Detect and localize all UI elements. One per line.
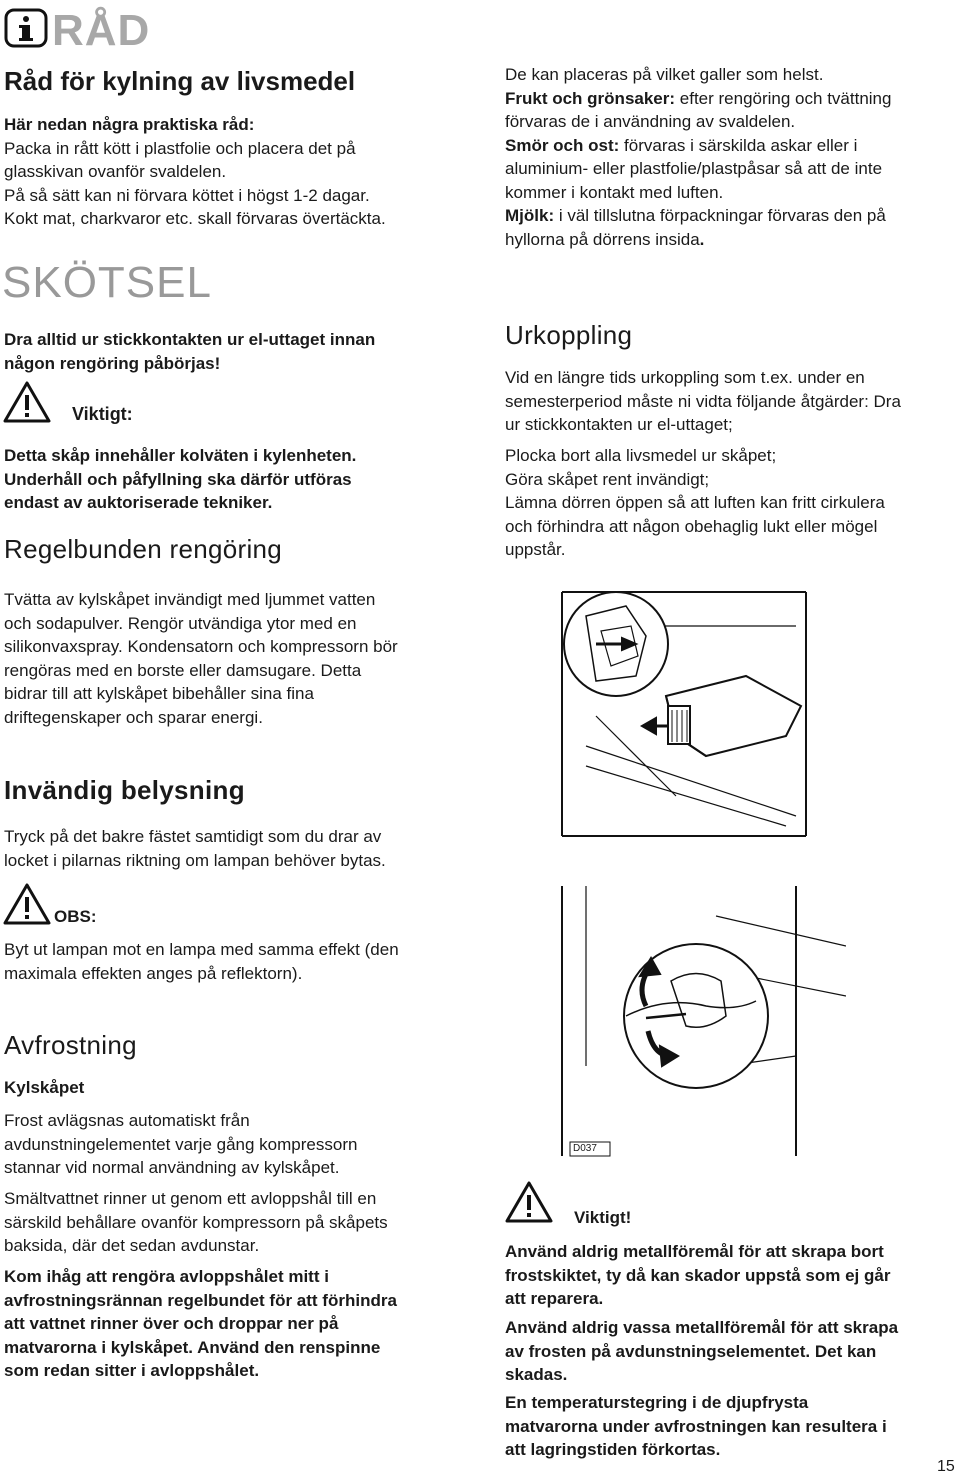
frukt-label: Frukt och grönsaker: [505, 88, 676, 108]
advice-line [505, 228, 960, 252]
advice-line: De kan placeras på vilket galler som helst. [505, 65, 824, 84]
viktigt-line: endast av auktoriserade tekniker. [4, 493, 273, 512]
advice-line [505, 204, 960, 228]
avfrost-subheading: Kylskåpet [4, 1078, 85, 1097]
smor-text: förvaras i särskilda askar eller i [619, 135, 858, 155]
advice-text [505, 63, 960, 251]
viktigt-line: Underhåll och påfyllning ska därför utföras [4, 469, 352, 489]
belysning-text [4, 825, 386, 872]
avfrost-line: Kom ihåg att rengöra avloppshålet mitt i [4, 1267, 329, 1286]
advice-line: förvaras de i användning av svaldelen. [505, 112, 796, 131]
avfrost-line: avfrostningsrännan regelbundet för att förhindra [4, 1290, 397, 1310]
mjolk-text: i väl tillslutna förpackningar förvaras den på [554, 206, 886, 225]
urkoppling-line: uppstår. [505, 540, 566, 559]
viktigt-text [4, 444, 356, 515]
avfrost-line: som redan sitter i avloppshålet. [4, 1361, 260, 1380]
regel-line: bidrar till att kylskåpet bibehåller sina fina [4, 684, 314, 703]
advice-line: kommer i kontakt med luften. [505, 182, 724, 202]
frukt-text: efter rengöring och tvättning [675, 88, 892, 108]
obs-line: maximala effekten anges på reflektorn). [4, 963, 303, 983]
avfrost-line: avdunstningelementet varje gång kompressorn [4, 1134, 358, 1154]
advice-line-part: . [699, 229, 705, 249]
advice-line [505, 87, 960, 111]
viktigt-line: Detta skåp innehåller kolväten i kylenheten. [4, 446, 357, 465]
avfrost-line: baksida, där det sedan avdunstar. [4, 1236, 260, 1255]
avfrost-line: Smältvattnet rinner ut genom ett avloppshål till en [4, 1189, 377, 1208]
rad-intro: Här nedan några praktiska råd: [4, 115, 255, 134]
section-heading-urkoppling: Urkoppling [505, 320, 633, 350]
smor-label: Smör och ost: [505, 135, 620, 155]
avfrost-line: Frost avlägsnas automatiskt från [4, 1111, 250, 1130]
page-title: RÅD [52, 6, 151, 55]
viktigt-label: Viktigt: [72, 404, 133, 424]
obs-line: Byt ut lampan mot en lampa med samma effekt (den [4, 940, 399, 959]
section-heading-skotsel: SKÖTSEL [2, 258, 212, 307]
urkoppling-line: ur stickkontakten ur el-uttaget; [505, 415, 733, 434]
avfrost-line: särskild behållare ovanför kompressorn på skåpets [4, 1212, 388, 1232]
regel-line: rengöras med en borste eller damsugare. Detta [4, 660, 362, 680]
rad-line: På så sätt kan ni förvara köttet i högst 1-2 dagar. [4, 185, 370, 205]
rad-line: Kokt mat, charkvaror etc. skall förvaras övertäckta. [4, 209, 386, 228]
section-heading-regelbunden: Regelbunden rengöring [4, 534, 283, 564]
mjolk-label: Mjölk: [505, 206, 555, 225]
viktigt-right-line: skadas. [505, 1365, 568, 1384]
advice-line [505, 134, 960, 158]
viktigt-right-c [505, 1391, 887, 1462]
warning-line: någon rengöring påbörjas! [4, 353, 221, 373]
avfrost-line: matvarorna i kylskåpet. Använd den renspinne [4, 1337, 381, 1357]
skotsel-warning [4, 328, 375, 375]
warning-triangle-icon [2, 882, 52, 926]
regel-text [4, 588, 398, 729]
belysning-line: locket i pilarnas riktning om lampan behöver bytas. [4, 850, 386, 870]
rad-line: glasskivan ovanför svaldelen. [4, 162, 227, 181]
info-icon [4, 8, 48, 53]
regel-line: och sodapulver. Rengör utvändiga ytor med en [4, 613, 357, 633]
viktigt-right-line: Använd aldrig vassa metallföremål för att skrapa [505, 1318, 899, 1337]
section-heading-belysning: Invändig belysning [4, 775, 245, 805]
regel-line: driftegenskaper och sparar energi. [4, 707, 263, 727]
rad-line: Packa in rått kött i plastfolie och placera det på [4, 138, 356, 158]
avfrost-line: stannar vid normal användning av kylskåpet. [4, 1158, 340, 1177]
urkoppling-line: Lämna dörren öppen så att luften kan fritt cirkulera [505, 493, 885, 512]
regel-line: silikonvaxspray. Kondensatorn och kompressorn bör [4, 637, 398, 656]
viktigt-right-line: att reparera. [505, 1289, 604, 1308]
advice-line: aluminium- eller plastfolie/plastpåsar så att de inte [505, 159, 883, 178]
avfrost-line: att vattnet rinner över och droppar ner på [4, 1314, 339, 1333]
urkoppling-text-1 [505, 366, 901, 437]
obs-label: OBS: [54, 907, 97, 926]
rad-text [4, 113, 386, 231]
advice-line-part: hyllorna på dörrens insida [505, 229, 700, 249]
warning-triangle-icon [504, 1180, 554, 1224]
viktigt-right-a [505, 1240, 890, 1311]
lamp-replacement-illustration [556, 586, 846, 1171]
avfrost-p3 [4, 1265, 397, 1383]
urkoppling-line: semesterperiod måste ni vidta följande åtgärder: Dra [505, 391, 901, 411]
section-heading-avfrostning: Avfrostning [4, 1030, 137, 1060]
regel-line: Tvätta av kylskåpet invändigt med ljummet vatten [4, 590, 376, 609]
page-number: 15 [937, 1458, 955, 1475]
avfrost-p2 [4, 1187, 388, 1258]
viktigt-right-line: av frosten på avdunstningselementet. Det kan [505, 1341, 877, 1361]
viktigt-label-right: Viktigt! [574, 1208, 632, 1227]
urkoppling-line: Vid en längre tids urkoppling som t.ex. under en [505, 368, 865, 387]
viktigt-right-line: Använd aldrig metallföremål för att skrapa bort [505, 1242, 884, 1261]
urkoppling-line: Plocka bort alla livsmedel ur skåpet; [505, 446, 777, 465]
avfrost-p1 [4, 1109, 357, 1180]
warning-triangle-icon [2, 380, 52, 424]
urkoppling-line: Göra skåpet rent invändigt; [505, 469, 710, 489]
viktigt-right-line: frostskiktet, ty då kan skador uppstå som ej går [505, 1265, 891, 1285]
figure-label: D037 [573, 1143, 597, 1154]
urkoppling-text-2 [505, 444, 885, 562]
viktigt-right-b [505, 1316, 898, 1387]
urkoppling-line: och förhindra att någon obehaglig lukt eller mögel [505, 516, 878, 536]
viktigt-right-line: En temperaturstegring i de djupfrysta [505, 1393, 809, 1412]
obs-text [4, 938, 399, 985]
viktigt-right-line: matvarorna under avfrostningen kan resultera i [505, 1416, 887, 1436]
section-heading-rad: Råd för kylning av livsmedel [4, 66, 356, 96]
belysning-line: Tryck på det bakre fästet samtidigt som du drar av [4, 827, 382, 846]
viktigt-right-line: att lagringstiden förkortas. [505, 1440, 721, 1459]
warning-line: Dra alltid ur stickkontakten ur el-uttaget innan [4, 330, 376, 349]
